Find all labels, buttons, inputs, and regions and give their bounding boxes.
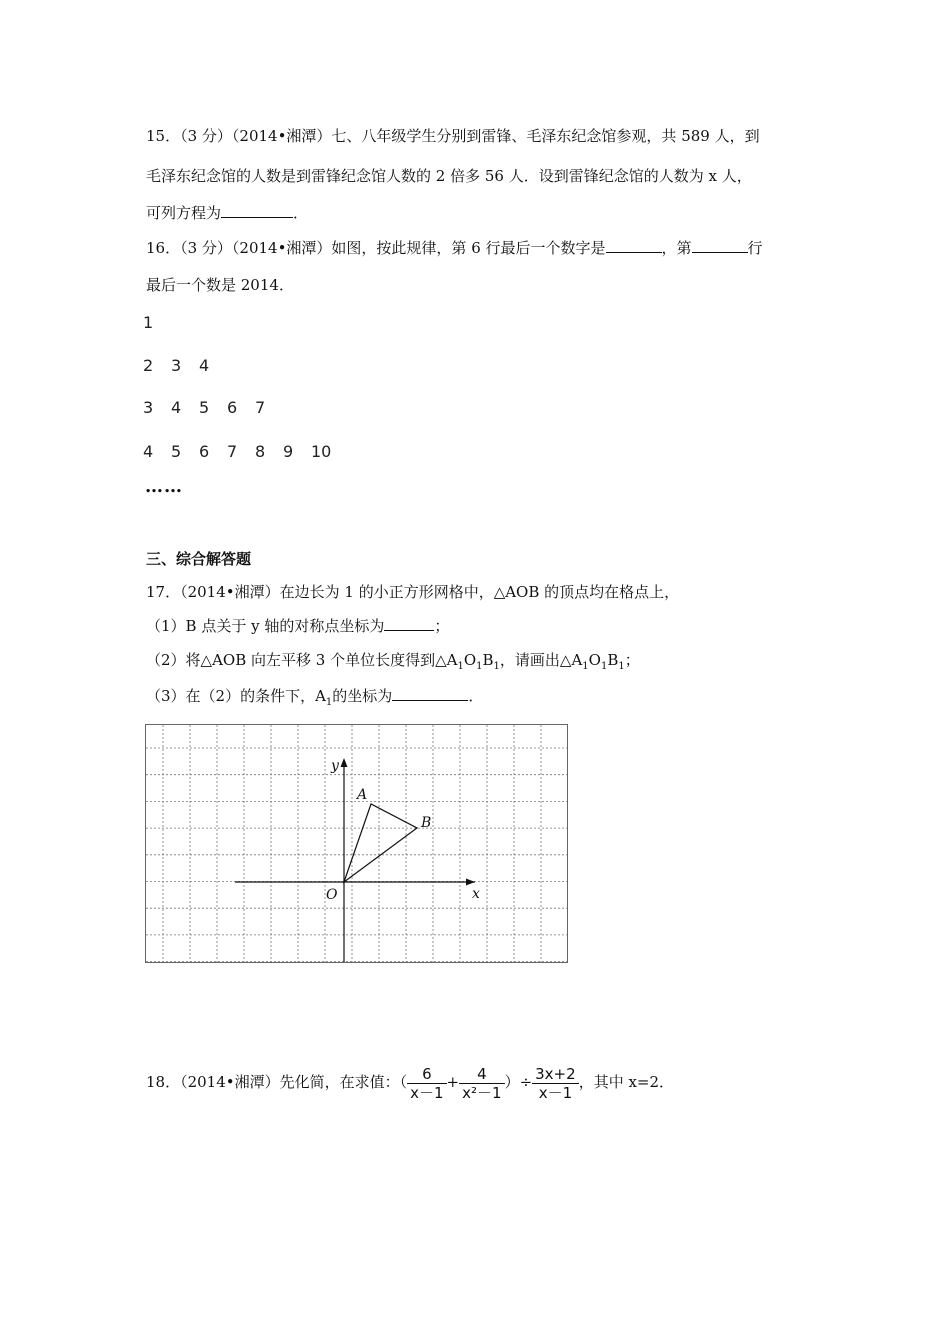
fraction-4-over-x2-minus-1 bbox=[459, 1065, 504, 1102]
fraction-3x-plus-2-over-x-minus-1 bbox=[532, 1065, 579, 1102]
point-b-label: B bbox=[421, 815, 432, 831]
q15-line1: 15．（3 分）（2014•湘潭）七、八年级学生分别到雷锋、毛泽东纪念馆参观，共 589 人，到 bbox=[146, 127, 760, 145]
answer-blank bbox=[221, 203, 293, 218]
row-number: 5 bbox=[199, 398, 210, 417]
numerator: 6 bbox=[407, 1065, 446, 1084]
denominator: x－1 bbox=[410, 1083, 444, 1102]
number-row-4 bbox=[143, 442, 339, 461]
number-row-2 bbox=[143, 356, 227, 375]
q16-line2: 最后一个数是 2014． bbox=[146, 276, 294, 294]
subscript: 1 bbox=[493, 661, 500, 672]
q17-part2 bbox=[146, 650, 640, 670]
row-number: 6 bbox=[199, 442, 210, 461]
q18-post: ，其中 x=2． bbox=[578, 1073, 675, 1091]
section-title: 三、综合解答题 bbox=[146, 550, 252, 568]
denominator: x²－1 bbox=[462, 1083, 502, 1102]
q17-part3-mid: 的坐标为 bbox=[332, 687, 393, 705]
q17-part3 bbox=[146, 686, 483, 706]
answer-blank bbox=[392, 686, 468, 701]
subscript: 1 bbox=[618, 661, 625, 672]
q16-line1 bbox=[146, 238, 763, 258]
answer-blank bbox=[606, 238, 662, 253]
close-paren-divide: ）÷ bbox=[504, 1073, 533, 1091]
subscript: 1 bbox=[457, 661, 464, 672]
denominator: x－1 bbox=[538, 1083, 573, 1102]
row-number: 9 bbox=[283, 442, 294, 461]
numerator: 3x+2 bbox=[532, 1065, 579, 1084]
letter: O bbox=[463, 651, 477, 669]
q18-line bbox=[146, 1062, 674, 1102]
coordinate-grid-figure bbox=[145, 724, 570, 964]
q16-line1-mid: ，第 bbox=[661, 239, 692, 257]
letter: O bbox=[588, 651, 601, 669]
row-number: 7 bbox=[255, 398, 266, 417]
row-number: 3 bbox=[143, 398, 154, 417]
row-number: 7 bbox=[227, 442, 238, 461]
answer-blank bbox=[692, 238, 748, 253]
q17-intro: 17．（2014•湘潭）在边长为 1 的小正方形网格中，△AOB 的顶点均在格点上， bbox=[146, 583, 680, 601]
row-number: 2 bbox=[143, 356, 154, 375]
row-number: 10 bbox=[311, 442, 332, 461]
origin-label: O bbox=[326, 887, 338, 903]
q15-line2: 毛泽东纪念馆的人数是到雷锋纪念馆人数的 2 倍多 56 人．设到雷锋纪念馆的人数为 x 人， bbox=[146, 167, 752, 185]
q17-part3-pre: （3）在（2）的条件下，A bbox=[146, 687, 326, 705]
row-number: 4 bbox=[199, 356, 210, 375]
q16-line1-pre: 16．（3 分）（2014•湘潭）如图，按此规律，第 6 行最后一个数字是 bbox=[146, 239, 606, 257]
row-number: 1 bbox=[143, 313, 154, 332]
ellipsis: …… bbox=[145, 476, 183, 497]
x-axis-label: x bbox=[472, 886, 480, 902]
letter: B bbox=[607, 651, 619, 669]
q16-line1-post: 行 bbox=[747, 239, 763, 257]
numerator: 4 bbox=[459, 1065, 504, 1084]
q15-line3-post: ． bbox=[293, 204, 309, 222]
q15-line3 bbox=[146, 203, 308, 223]
row-number: 3 bbox=[171, 356, 182, 375]
q17-part1-post: ； bbox=[434, 617, 450, 635]
letter: B bbox=[482, 651, 494, 669]
subscript: 1 bbox=[600, 661, 608, 672]
grid-border bbox=[146, 725, 568, 963]
subscript: 1 bbox=[582, 661, 589, 672]
y-axis-label: y bbox=[331, 758, 339, 774]
q17-part3-post: ． bbox=[468, 687, 484, 705]
q17-part2-mid: ，请画出△A bbox=[499, 651, 583, 669]
row-number: 6 bbox=[227, 398, 238, 417]
point-a-label: A bbox=[357, 787, 368, 803]
q17-part2-pre: （2）将△AOB 向左平移 3 个单位长度得到△A bbox=[146, 651, 458, 669]
q18-pre: 18．（2014•湘潭）先化简，在求值：（ bbox=[146, 1073, 408, 1091]
number-row-3 bbox=[143, 398, 283, 417]
subscript: 1 bbox=[325, 697, 333, 708]
row-number: 4 bbox=[143, 442, 154, 461]
subscript: 1 bbox=[476, 661, 483, 672]
fraction-6-over-x-minus-1 bbox=[407, 1065, 446, 1102]
answer-blank bbox=[384, 616, 434, 631]
number-row-1 bbox=[143, 313, 171, 332]
row-number: 8 bbox=[255, 442, 266, 461]
plus-sign: + bbox=[446, 1073, 460, 1091]
row-number: 5 bbox=[171, 442, 182, 461]
q15-line3-pre: 可列方程为 bbox=[146, 204, 222, 222]
row-number: 4 bbox=[171, 398, 182, 417]
q17-part2-post: ； bbox=[624, 651, 640, 669]
q17-part1 bbox=[146, 616, 449, 636]
q17-part1-pre: （1）B 点关于 y 轴的对称点坐标为 bbox=[146, 617, 385, 635]
